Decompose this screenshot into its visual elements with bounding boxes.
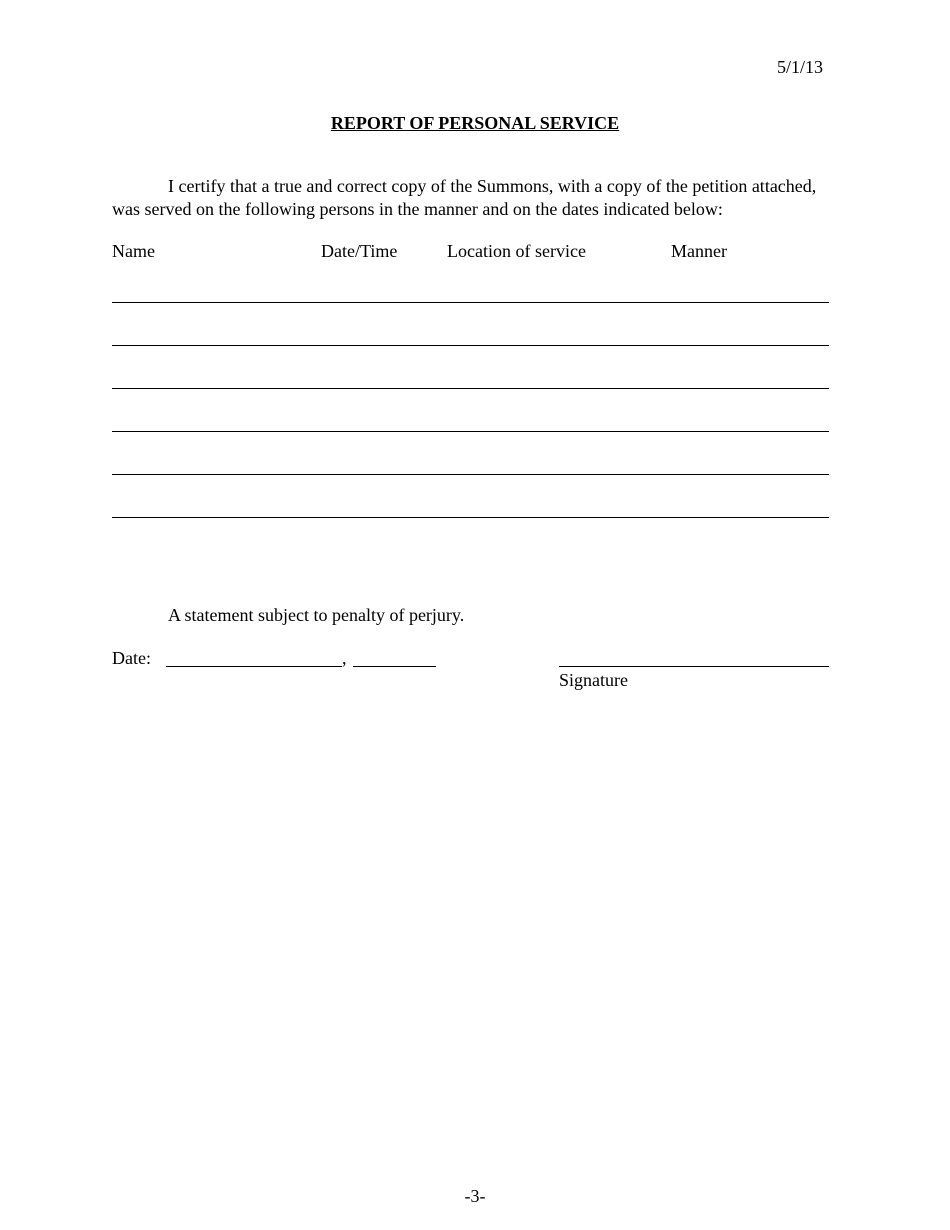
perjury-statement: A statement subject to penalty of perjury. <box>168 605 465 625</box>
signature-label: Signature <box>559 670 628 690</box>
service-entry-line[interactable] <box>112 431 829 432</box>
date-month-day-line[interactable] <box>166 666 342 667</box>
service-entry-line[interactable] <box>112 517 829 518</box>
date-separator: , <box>342 648 347 668</box>
page-title: REPORT OF PERSONAL SERVICE <box>330 113 620 133</box>
signature-line[interactable] <box>559 666 829 667</box>
service-entry-line[interactable] <box>112 388 829 389</box>
certification-line-2: was served on the following persons in the manner and on the dates indicated below: <box>112 199 723 219</box>
service-entry-line[interactable] <box>112 474 829 475</box>
column-header-date-time: Date/Time <box>321 241 398 261</box>
service-entry-line[interactable] <box>112 302 829 303</box>
revision-date: 5/1/13 <box>777 57 824 77</box>
column-header-manner: Manner <box>671 241 727 261</box>
date-label: Date: <box>112 648 151 668</box>
certification-line-1: I certify that a true and correct copy of the Summons, with a copy of the petition attached, <box>168 176 817 196</box>
column-header-name: Name <box>112 241 155 261</box>
column-header-location: Location of service <box>447 241 586 261</box>
date-year-line[interactable] <box>353 666 436 667</box>
service-entry-line[interactable] <box>112 345 829 346</box>
page-number: -3- <box>464 1186 486 1206</box>
